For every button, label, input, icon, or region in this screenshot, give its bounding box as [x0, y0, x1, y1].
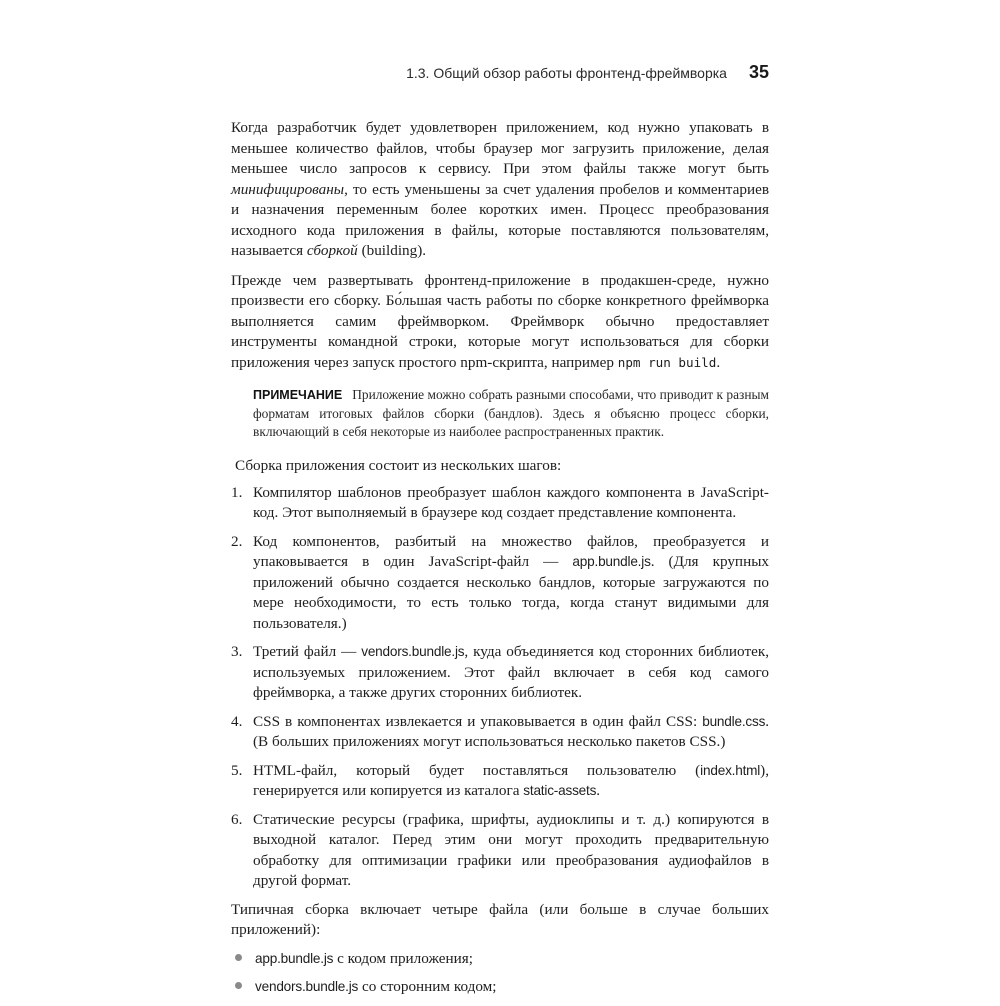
list-item-text [253, 642, 769, 704]
list-item-text [253, 532, 769, 635]
item-text-part: , куда объединяется код сторонних библиотек, используемых приложением. Этот файл включает в себя код самого фреймворка, а также других сторонних библиотек. [253, 643, 769, 702]
item-text-part: с кодом приложения; [333, 949, 473, 967]
paragraph-text: Когда разработчик будет удовлетворен приложением, код нужно упаковать в меньшее количество файлов, чтобы браузер мог загрузить приложение, делая меньшее число запросов к сервису. При этом файлы также могут быть [231, 119, 769, 177]
note-text: Приложение можно собрать разными способами, что приводит к разным форматам итоговых файлов сборки (бандлов). Здесь я объясню процесс сборки, включающий в себя некоторые из наиболее распространенных практик. [253, 387, 769, 439]
inline-code-dirname: static-assets [523, 783, 597, 799]
item-text-part: ), генерируется или копируется из каталога [253, 761, 769, 800]
list-item [231, 712, 769, 753]
build-steps-list [231, 483, 769, 892]
inline-code-filename: app.bundle.js [572, 554, 651, 570]
note-box [253, 386, 769, 440]
paragraph-minification [231, 118, 769, 262]
paragraph-text: (building). [357, 242, 427, 259]
bullet-icon [235, 954, 242, 961]
inline-code-filename: vendors.bundle.js [255, 979, 359, 995]
list-item-text [253, 712, 769, 753]
page-header [231, 62, 769, 83]
page-number: 35 [748, 62, 769, 82]
item-text-part: Компилятор шаблонов преобразует шаблон каждого компонента в JavaScript-код. Этот выполняемый в браузере код создает представление компонента. [253, 483, 769, 522]
term-minified: минифицированы [231, 180, 345, 198]
running-title: 1.3. Общий обзор работы фронтенд-фреймворка [406, 65, 727, 81]
list-item-text [253, 761, 769, 802]
list-item [231, 532, 769, 635]
inline-code-filename: bundle.css [702, 713, 766, 729]
item-text-part: . [596, 782, 601, 800]
paragraph-text: Прежде чем развертывать фронтенд-приложение в продакшен-среде, нужно произвести его сборку. Бо́льшая часть работы по сборке конкретного фреймворка выполняется самим фреймворком. Фреймворк обычно предоставляет инструменты командной строки, которые могут использоваться для сборки приложения через запуск простого npm-скрипта, например [231, 271, 769, 371]
item-text-part: Код компонентов, разбитый на множество файлов, преобразуется и упаковывается в один JavaScript-файл — [253, 532, 769, 571]
list-item [231, 642, 769, 704]
bundle-files-list [231, 949, 769, 998]
item-text-part: Статические ресурсы (графика, шрифты, аудиоклипы и т. д.) копируются в выходной каталог. Перед этим они могут проходить предварительную обработку для оптимизации графики или преобразования аудиофайлов в другой формат. [253, 810, 769, 890]
item-text-part: . (В больших приложениях могут использоваться несколько пакетов CSS.) [253, 712, 769, 751]
item-text-part: HTML-файл, который будет поставляться пользователю ( [253, 761, 701, 779]
paragraph-typical-build: Типичная сборка включает четыре файла (или больше в случае больших приложений): [231, 900, 769, 939]
list-item [231, 810, 769, 892]
inline-code-filename: index.html [700, 762, 761, 778]
list-item-number: 4. [231, 712, 243, 730]
list-item [231, 483, 769, 524]
list-item-number: 6. [231, 810, 243, 828]
item-text-part: . (Для крупных приложений обычно создается несколько бандлов, которые загружаются по мере необходимости, то есть только тогда, когда станут видимыми для пользователя.) [253, 553, 769, 632]
term-building: сборкой [306, 242, 358, 259]
list-item-number: 2. [231, 532, 243, 550]
paragraph-text: , то есть уменьшены за счет удаления пробелов и комментариев и назначения переменным более коротких имен. Процесс преобразования исходного кода приложения в файлы, которые поставляются пользователям, называется [231, 180, 769, 259]
inline-code-npm-run-build: npm run build [617, 354, 717, 370]
list-item [231, 977, 769, 998]
list-item-text [255, 977, 496, 998]
page-content [231, 118, 769, 1006]
paragraph-deploy [231, 271, 769, 374]
inline-code-filename: vendors.bundle.js [361, 644, 465, 660]
item-text-part: CSS в компонентах извлекается и упаковывается в один файл CSS: [253, 712, 703, 730]
list-item-text [253, 810, 769, 892]
steps-intro: Сборка приложения состоит из нескольких шагов: [235, 457, 562, 475]
list-item-number: 3. [231, 643, 243, 661]
note-label: ПРИМЕЧАНИЕ [253, 388, 343, 402]
bullet-icon [235, 982, 242, 989]
list-item [231, 761, 769, 802]
inline-code-filename: app.bundle.js [255, 950, 334, 966]
item-text-part: со сторонним кодом; [358, 978, 497, 996]
list-item-text [253, 483, 769, 524]
item-text-part: Третий файл — [253, 643, 362, 661]
list-item-number: 1. [231, 483, 243, 501]
list-item-text [255, 949, 473, 970]
list-item [231, 949, 769, 970]
paragraph-text: . [716, 353, 721, 371]
list-item-number: 5. [231, 761, 243, 779]
